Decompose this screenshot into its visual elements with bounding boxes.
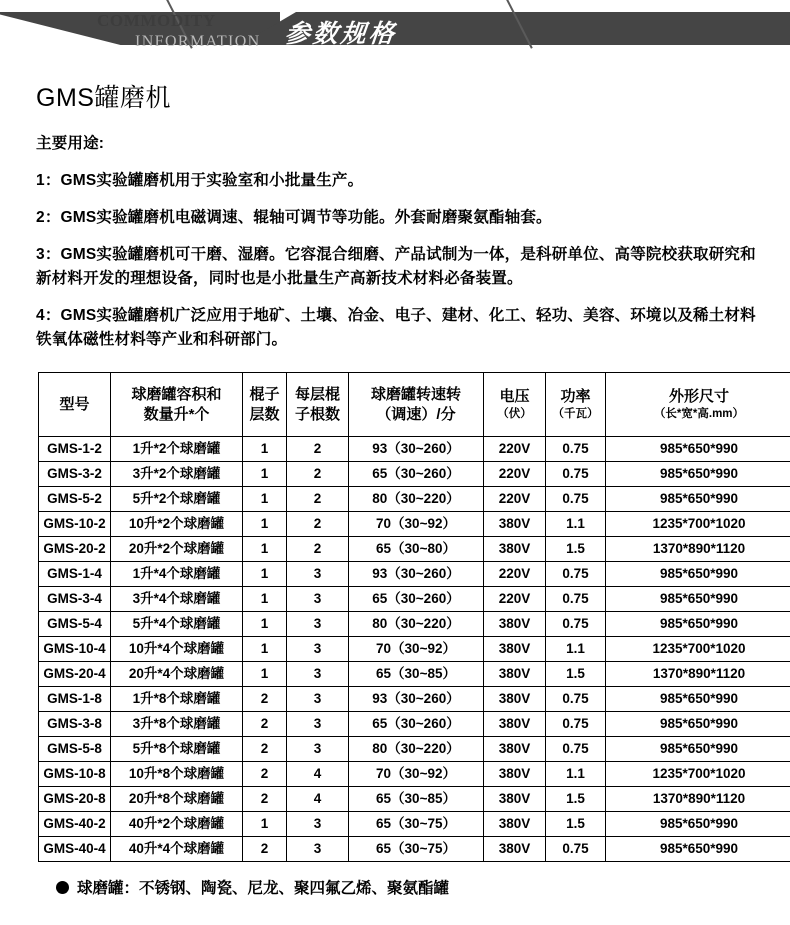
footnote-text: 球磨罐：不锈钢、陶瓷、尼龙、聚四氟乙烯、聚氨酯罐 (77, 880, 450, 898)
cell-dimensions: 985*650*990 (606, 462, 790, 487)
cell-layers: 2 (243, 837, 287, 862)
table-row (39, 762, 790, 787)
intro-block (36, 132, 770, 352)
cell-dimensions: 985*650*990 (606, 687, 790, 712)
cell-voltage: 380V (484, 737, 546, 762)
col-header-roller-layers-l2: 层数 (249, 406, 280, 424)
cell-layers: 1 (243, 512, 287, 537)
col-header-speed (349, 373, 484, 437)
cell-layers: 2 (243, 687, 287, 712)
col-header-roller-layers-l1: 棍子 (249, 385, 280, 403)
table-row (39, 687, 790, 712)
cell-model: GMS-10-2 (39, 512, 111, 537)
col-header-speed-l2: （调速）/分 (376, 406, 456, 424)
cell-power: 0.75 (546, 612, 606, 637)
cell-power: 0.75 (546, 687, 606, 712)
cell-power: 0.75 (546, 737, 606, 762)
cell-layers: 1 (243, 537, 287, 562)
table-row (39, 787, 790, 812)
cell-capacity: 3升*4个球磨罐 (111, 587, 243, 612)
cell-dimensions: 985*650*990 (606, 437, 790, 462)
col-header-rollers-per-layer (287, 373, 349, 437)
col-header-model-l1: 型号 (59, 395, 90, 413)
cell-speed: 65（30~80） (349, 537, 484, 562)
cell-speed: 93（30~260） (349, 687, 484, 712)
intro-item-4: 4：GMS实验罐磨机广泛应用于地矿、土壤、冶金、电子、建材、化工、轻功、美容、环境以及稀土材料铁氧体磁性材料等产业和科研部门。 (36, 307, 756, 349)
cell-model: GMS-5-4 (39, 612, 111, 637)
cell-speed: 65（30~260） (349, 712, 484, 737)
intro-item-1: 1：GMS实验罐磨机用于实验室和小批量生产。 (36, 172, 364, 190)
cell-dimensions: 1370*890*1120 (606, 537, 790, 562)
banner-commodity-text: COMMODITY (97, 11, 216, 30)
cell-capacity: 1升*4个球磨罐 (111, 562, 243, 587)
col-header-dimensions (606, 373, 790, 437)
section-banner (0, 0, 790, 70)
table-row (39, 612, 790, 637)
cell-capacity: 5升*2个球磨罐 (111, 487, 243, 512)
cell-voltage: 380V (484, 637, 546, 662)
cell-rollers: 3 (287, 712, 349, 737)
cell-rollers: 3 (287, 662, 349, 687)
cell-layers: 1 (243, 487, 287, 512)
cell-capacity: 5升*8个球磨罐 (111, 737, 243, 762)
col-header-voltage-l1: 电压 (499, 388, 530, 406)
cell-layers: 1 (243, 612, 287, 637)
cell-speed: 65（30~260） (349, 587, 484, 612)
cell-voltage: 380V (484, 512, 546, 537)
spec-table-wrapper (38, 372, 770, 862)
bullet-icon (56, 881, 69, 894)
intro-heading: 主要用途: (36, 135, 105, 152)
cell-voltage: 380V (484, 687, 546, 712)
cell-capacity: 3升*2个球磨罐 (111, 462, 243, 487)
cell-voltage: 220V (484, 587, 546, 612)
cell-speed: 65（30~85） (349, 787, 484, 812)
cell-model: GMS-1-2 (39, 437, 111, 462)
intro-item-2: 2：GMS实验罐磨机电磁调速、辊轴可调节等功能。外套耐磨聚氨酯轴套。 (36, 209, 552, 227)
cell-speed: 65（30~75） (349, 812, 484, 837)
cell-power: 0.75 (546, 437, 606, 462)
cell-model: GMS-20-4 (39, 662, 111, 687)
cell-rollers: 3 (287, 687, 349, 712)
cell-capacity: 40升*4个球磨罐 (111, 837, 243, 862)
cell-layers: 1 (243, 662, 287, 687)
cell-rollers: 4 (287, 762, 349, 787)
cell-capacity: 5升*4个球磨罐 (111, 612, 243, 637)
cell-rollers: 3 (287, 587, 349, 612)
col-header-capacity-l2: 数量升*个 (143, 406, 210, 424)
table-row (39, 637, 790, 662)
spec-table-body (39, 437, 790, 862)
cell-dimensions: 985*650*990 (606, 587, 790, 612)
cell-model: GMS-10-8 (39, 762, 111, 787)
cell-voltage: 220V (484, 487, 546, 512)
cell-layers: 1 (243, 637, 287, 662)
cell-capacity: 10升*8个球磨罐 (111, 762, 243, 787)
table-row (39, 837, 790, 862)
cell-voltage: 380V (484, 812, 546, 837)
cell-dimensions: 985*650*990 (606, 612, 790, 637)
col-header-rollers-per-layer-l2: 子根数 (294, 406, 340, 424)
col-header-power-unit: （千瓦） (552, 407, 599, 420)
cell-capacity: 1升*2个球磨罐 (111, 437, 243, 462)
table-row (39, 737, 790, 762)
table-row (39, 562, 790, 587)
col-header-capacity-l1: 球磨罐容积和 (131, 385, 222, 403)
cell-dimensions: 1370*890*1120 (606, 787, 790, 812)
cell-voltage: 380V (484, 787, 546, 812)
cell-power: 1.5 (546, 812, 606, 837)
col-header-speed-l1: 球磨罐转速转 (370, 385, 461, 403)
cell-model: GMS-3-4 (39, 587, 111, 612)
cell-dimensions: 1235*700*1020 (606, 762, 790, 787)
cell-power: 0.75 (546, 712, 606, 737)
cell-rollers: 2 (287, 537, 349, 562)
spec-table (38, 372, 790, 862)
col-header-power (546, 373, 606, 437)
cell-speed: 65（30~85） (349, 662, 484, 687)
table-row (39, 437, 790, 462)
col-header-model (39, 373, 111, 437)
page-title: GMS罐磨机 (36, 84, 171, 112)
cell-power: 0.75 (546, 462, 606, 487)
cell-rollers: 3 (287, 637, 349, 662)
cell-rollers: 2 (287, 487, 349, 512)
cell-voltage: 220V (484, 562, 546, 587)
cell-layers: 2 (243, 787, 287, 812)
cell-speed: 93（30~260） (349, 437, 484, 462)
cell-layers: 1 (243, 587, 287, 612)
spec-table-head (39, 373, 790, 437)
col-header-power-l1: 功率 (560, 388, 591, 406)
table-row (39, 662, 790, 687)
cell-power: 0.75 (546, 487, 606, 512)
footnote (56, 876, 770, 898)
cell-power: 1.5 (546, 662, 606, 687)
table-row (39, 487, 790, 512)
table-row (39, 712, 790, 737)
cell-power: 1.1 (546, 637, 606, 662)
cell-rollers: 3 (287, 612, 349, 637)
cell-power: 1.1 (546, 762, 606, 787)
cell-model: GMS-20-2 (39, 537, 111, 562)
cell-speed: 65（30~260） (349, 462, 484, 487)
table-header-row (39, 373, 790, 437)
cell-layers: 2 (243, 762, 287, 787)
cell-layers: 2 (243, 737, 287, 762)
cell-power: 0.75 (546, 837, 606, 862)
cell-voltage: 380V (484, 712, 546, 737)
cell-capacity: 1升*8个球磨罐 (111, 687, 243, 712)
cell-layers: 1 (243, 812, 287, 837)
col-header-dimensions-unit: （长*宽*高.mm） (653, 407, 745, 420)
cell-capacity: 20升*2个球磨罐 (111, 537, 243, 562)
col-header-dimensions-l1: 外形尺寸 (668, 388, 729, 406)
cell-power: 0.75 (546, 562, 606, 587)
cell-dimensions: 985*650*990 (606, 737, 790, 762)
cell-layers: 1 (243, 462, 287, 487)
cell-dimensions: 985*650*990 (606, 837, 790, 862)
cell-speed: 80（30~220） (349, 487, 484, 512)
cell-layers: 2 (243, 712, 287, 737)
cell-rollers: 3 (287, 737, 349, 762)
table-row (39, 587, 790, 612)
cell-model: GMS-10-4 (39, 637, 111, 662)
cell-layers: 1 (243, 437, 287, 462)
cell-power: 1.1 (546, 512, 606, 537)
cell-dimensions: 985*650*990 (606, 562, 790, 587)
cell-rollers: 2 (287, 462, 349, 487)
col-header-roller-layers (243, 373, 287, 437)
cell-rollers: 3 (287, 562, 349, 587)
cell-model: GMS-5-2 (39, 487, 111, 512)
cell-model: GMS-5-8 (39, 737, 111, 762)
banner-chinese-title: 参数规格 (283, 19, 399, 48)
cell-rollers: 4 (287, 787, 349, 812)
cell-speed: 93（30~260） (349, 562, 484, 587)
cell-voltage: 380V (484, 537, 546, 562)
cell-capacity: 10升*2个球磨罐 (111, 512, 243, 537)
intro-item-3: 3：GMS实验罐磨机可干磨、湿磨。它容混合细磨、产品试制为一体，是科研单位、高等院校获取研究和新材料开发的理想设备，同时也是小批量生产高新技术材料必备装置。 (36, 246, 756, 288)
col-header-voltage (484, 373, 546, 437)
cell-model: GMS-40-4 (39, 837, 111, 862)
col-header-voltage-unit: （伏） (497, 407, 532, 420)
page-content (0, 78, 790, 898)
cell-voltage: 380V (484, 612, 546, 637)
col-header-rollers-per-layer-l1: 每层棍 (294, 385, 340, 403)
cell-speed: 80（30~220） (349, 737, 484, 762)
cell-model: GMS-40-2 (39, 812, 111, 837)
banner-information-text: INFORMATION (135, 33, 261, 50)
cell-dimensions: 985*650*990 (606, 712, 790, 737)
cell-rollers: 2 (287, 437, 349, 462)
col-header-capacity (111, 373, 243, 437)
cell-model: GMS-1-4 (39, 562, 111, 587)
cell-dimensions: 985*650*990 (606, 487, 790, 512)
cell-model: GMS-3-8 (39, 712, 111, 737)
cell-dimensions: 985*650*990 (606, 812, 790, 837)
cell-voltage: 380V (484, 762, 546, 787)
cell-layers: 1 (243, 562, 287, 587)
cell-speed: 70（30~92） (349, 512, 484, 537)
table-row (39, 512, 790, 537)
cell-model: GMS-20-8 (39, 787, 111, 812)
cell-voltage: 380V (484, 662, 546, 687)
cell-power: 1.5 (546, 787, 606, 812)
cell-model: GMS-1-8 (39, 687, 111, 712)
cell-voltage: 220V (484, 437, 546, 462)
cell-speed: 70（30~92） (349, 637, 484, 662)
cell-rollers: 2 (287, 512, 349, 537)
cell-capacity: 10升*4个球磨罐 (111, 637, 243, 662)
cell-speed: 70（30~92） (349, 762, 484, 787)
cell-speed: 80（30~220） (349, 612, 484, 637)
cell-capacity: 40升*2个球磨罐 (111, 812, 243, 837)
cell-power: 0.75 (546, 587, 606, 612)
cell-dimensions: 1235*700*1020 (606, 637, 790, 662)
cell-model: GMS-3-2 (39, 462, 111, 487)
cell-capacity: 20升*8个球磨罐 (111, 787, 243, 812)
table-row (39, 812, 790, 837)
cell-dimensions: 1235*700*1020 (606, 512, 790, 537)
cell-power: 1.5 (546, 537, 606, 562)
cell-rollers: 3 (287, 812, 349, 837)
cell-dimensions: 1370*890*1120 (606, 662, 790, 687)
table-row (39, 462, 790, 487)
cell-voltage: 220V (484, 462, 546, 487)
cell-rollers: 3 (287, 837, 349, 862)
cell-speed: 65（30~75） (349, 837, 484, 862)
table-row (39, 537, 790, 562)
cell-capacity: 3升*8个球磨罐 (111, 712, 243, 737)
cell-capacity: 20升*4个球磨罐 (111, 662, 243, 687)
cell-voltage: 380V (484, 837, 546, 862)
